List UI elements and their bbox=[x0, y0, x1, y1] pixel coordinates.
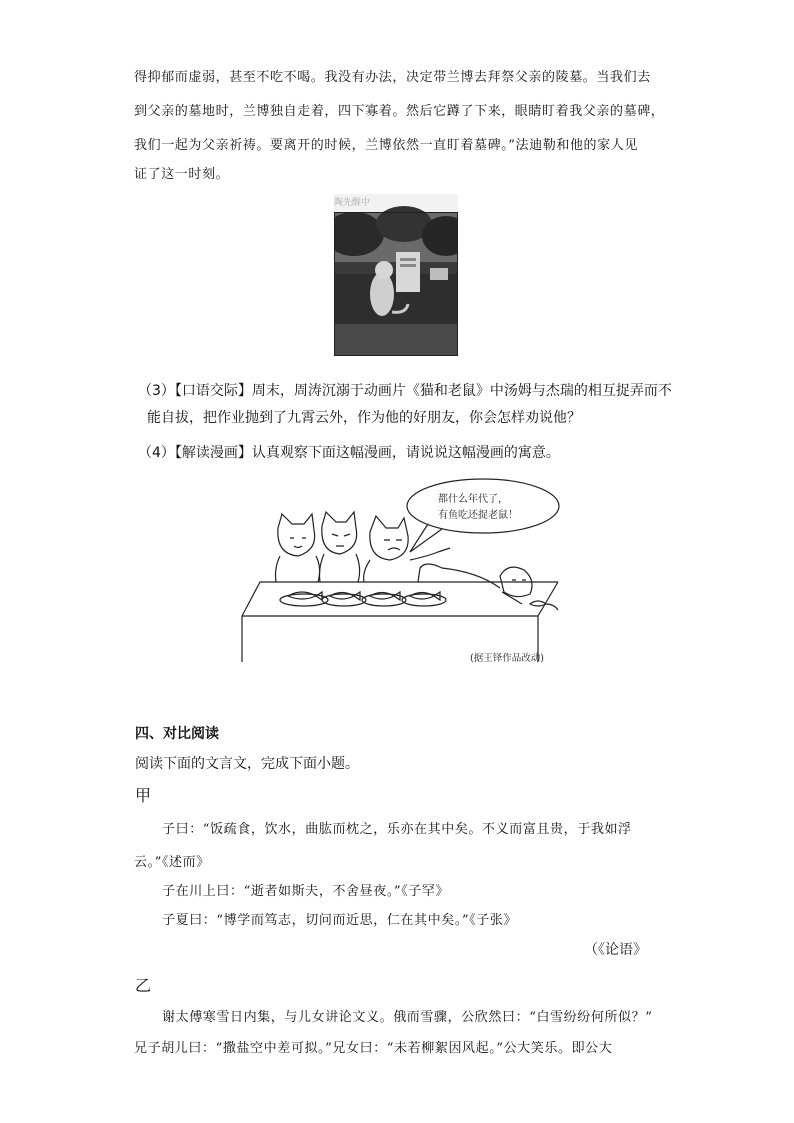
classical-text-line: 子曰：“饭疏食，饮水，曲肱而枕之，乐亦在其中矣。不义而富且贵，于我如浮 bbox=[162, 822, 632, 837]
classical-text-line: 子夏曰：“博学而笃志，切问而近思，仁在其中矣。”《子张》 bbox=[162, 913, 518, 928]
speech-bubble-line: 都什么年代了， bbox=[438, 494, 508, 505]
classical-text-line: 子在川上曰：“逝者如斯夫，不舍昼夜。”《子罕》 bbox=[162, 884, 450, 899]
cat-cartoon bbox=[238, 476, 568, 668]
speech-bubble-line: 有鱼吃还捉老鼠！ bbox=[438, 510, 518, 521]
section-title: 四、对比阅读 bbox=[135, 726, 219, 742]
source-citation: （《论语》 bbox=[584, 942, 647, 958]
passage-line: 得抑郁而虚弱，甚至不吃不喝。我没有办法，决定带兰博去拜祭父亲的陵墓。当我们去 bbox=[134, 70, 651, 85]
passage-line: 证了这一时刻。 bbox=[134, 167, 230, 182]
question-4-line: （4）【解读漫画】认真观察下面这幅漫画，请说说这幅漫画的寓意。 bbox=[138, 445, 560, 461]
cartoon-credit: (据王铎作品改动) bbox=[470, 653, 544, 664]
section-intro: 阅读下面的文言文，完成下面小题。 bbox=[135, 756, 359, 772]
classical-text-line: 兄子胡儿曰：“撒盐空中差可拟。”兄女曰：“未若柳絮因风起。”公大笑乐。即公大 bbox=[134, 1041, 613, 1056]
text-label-jia: 甲 bbox=[135, 786, 152, 805]
question-3-line: 能自拔，把作业抛到了九霄云外，作为他的好朋友，你会怎样劝说他？ bbox=[147, 410, 581, 426]
classical-text-line: 谢太傅寒雪日内集，与儿女讲论文义。俄而雪骤，公欣然曰：“白雪纷纷何所似？” bbox=[162, 1010, 653, 1025]
passage-line: 我们一起为父亲祈祷。要离开的时候，兰博依然一直盯着墓碑。”法迪勒和他的家人见 bbox=[134, 138, 638, 153]
text-label-yi: 乙 bbox=[135, 976, 152, 995]
photo-watermark: 陶先醒中 bbox=[334, 198, 371, 208]
question-3-line: （3）【口语交际】周末，周涛沉溺于动画片《猫和老鼠》中汤姆与杰瑞的相互捉弄而不 bbox=[138, 383, 672, 399]
passage-line: 到父亲的墓地时，兰博独自走着，四下寡着。然后它蹲了下来，眼睛盯着我父亲的墓碑， bbox=[134, 104, 665, 119]
classical-text-line: 云。”《述而》 bbox=[134, 855, 210, 870]
cat-grave-photo bbox=[334, 194, 458, 356]
